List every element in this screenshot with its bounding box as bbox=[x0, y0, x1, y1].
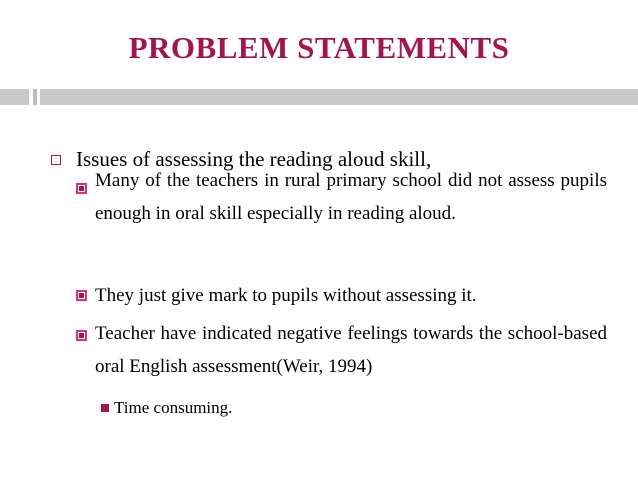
framed-square-bullet-icon bbox=[76, 330, 87, 341]
divider-bar bbox=[40, 89, 638, 105]
level3-bullet-text: Time consuming. bbox=[114, 398, 233, 417]
solid-square-bullet-icon bbox=[101, 404, 109, 412]
framed-square-bullet-icon bbox=[76, 183, 87, 194]
level1-bullet-text: Issues of assessing the reading aloud skill, bbox=[76, 147, 432, 171]
hollow-square-bullet-icon bbox=[51, 155, 61, 165]
level2-bullet-text: Many of the teachers in rural primary school did not assess pupils enough in oral skill especially in reading aloud. bbox=[95, 170, 607, 224]
divider-accent bbox=[33, 89, 37, 105]
framed-square-bullet-icon bbox=[76, 290, 87, 301]
level2-bullet-text: Teacher have indicated negative feelings towards the school-based oral English assessment(Weir, 1994) bbox=[95, 323, 607, 377]
divider-left-block bbox=[0, 89, 29, 105]
level2-bullet-text: They just give mark to pupils without assessing it. bbox=[95, 285, 477, 306]
slide-title: PROBLEM STATEMENTS bbox=[128, 30, 510, 65]
